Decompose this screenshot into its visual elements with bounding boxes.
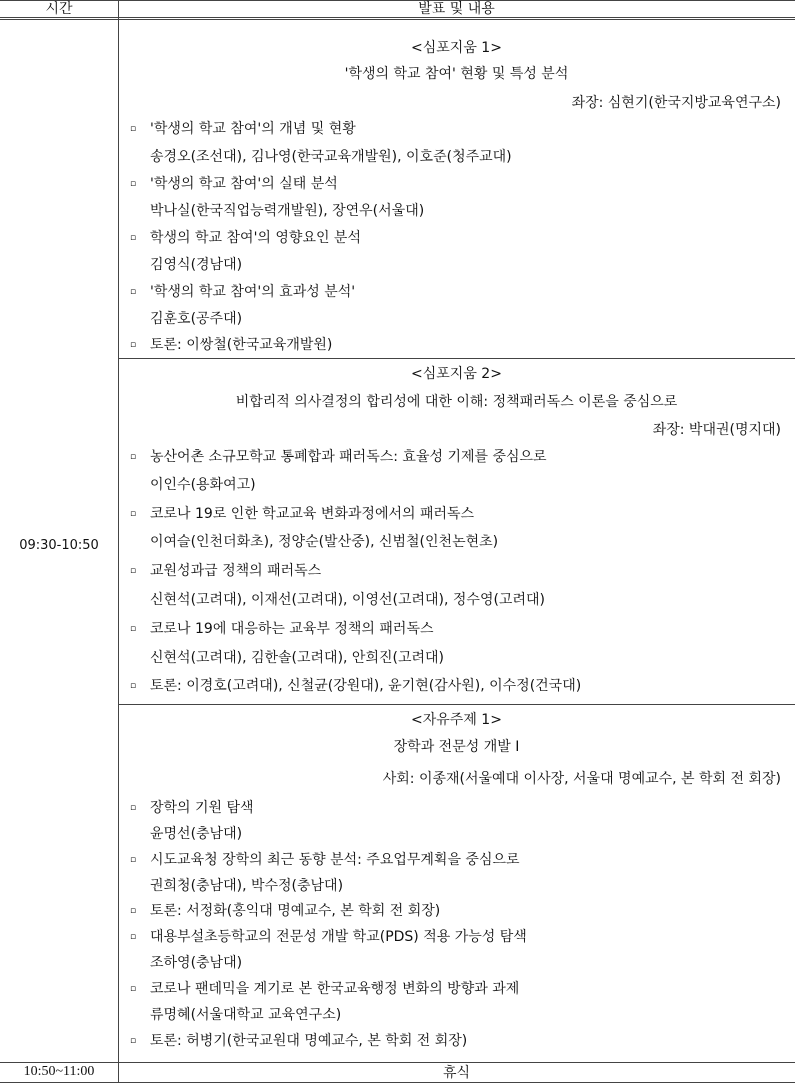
sym2-item4-title: ▫ 코로나 19에 대응하는 교육부 정책의 패러독스 — [130, 621, 434, 637]
square-bullet-icon: ▫ — [130, 624, 137, 634]
time-main: 09:30-10:50 — [19, 538, 99, 553]
sym2-item1-title: ▫ 농산어촌 소규모학교 통폐합과 패러독스: 효율성 기제를 중심으로 — [130, 449, 547, 465]
time-break: 10:50~11:00 — [23, 1064, 95, 1079]
sym1-discussion: ▫ 토론: 이쌍철(한국교육개발원) — [130, 337, 333, 353]
sym2-item4-authors: 신현석(고려대), 김한솔(고려대), 안희진(고려대) — [150, 650, 445, 666]
free1-item3-authors: 조하영(충남대) — [150, 955, 243, 971]
sym1-item4-title: ▫ '학생의 학교 참여'의 효과성 분석' — [130, 284, 356, 300]
sym1-title: '학생의 학교 참여' 현황 및 특성 분석 — [344, 66, 569, 82]
free1-item1-authors: 윤명선(충남대) — [150, 826, 243, 842]
square-bullet-icon: ▫ — [130, 452, 137, 462]
square-bullet-icon: ▫ — [130, 233, 137, 243]
sym1-item3-title: ▫ 학생의 학교 참여'의 영향요인 분석 — [130, 230, 361, 246]
square-bullet-icon: ▫ — [130, 984, 137, 994]
square-bullet-icon: ▫ — [130, 124, 137, 134]
sym1-chair: 좌장: 심현기(한국지방교육연구소) — [571, 95, 781, 111]
row-divider-sym2 — [118, 704, 795, 705]
header-time: 시간 — [45, 1, 73, 17]
square-bullet-icon: ▫ — [130, 681, 137, 691]
free1-moderator: 사회: 이종재(서울예대 이사장, 서울대 명예교수, 본 학회 전 회장) — [382, 771, 781, 787]
square-bullet-icon: ▫ — [130, 509, 137, 519]
square-bullet-icon: ▫ — [130, 179, 137, 189]
free1-label: <자유주제 1> — [411, 712, 502, 728]
sym2-item3-title: ▫ 교원성과급 정책의 패러독스 — [130, 563, 322, 579]
free1-item4-authors: 류명혜(서울대학교 교육연구소) — [150, 1007, 342, 1023]
sym2-chair: 좌장: 박대권(명지대) — [652, 422, 781, 438]
square-bullet-icon: ▫ — [130, 287, 137, 297]
free1-item4-title: ▫ 코로나 팬데믹을 계기로 본 한국교육행정 변화의 방향과 과제 — [130, 981, 520, 997]
free1-discussion1: ▫ 토론: 서정화(홍익대 명예교수, 본 학회 전 회장) — [130, 903, 441, 919]
sym2-discussion: ▫ 토론: 이경호(고려대), 신철균(강원대), 윤기현(감사원), 이수정(건국대) — [130, 678, 582, 694]
square-bullet-icon: ▫ — [130, 855, 137, 865]
square-bullet-icon: ▫ — [130, 906, 137, 916]
sym2-title: 비합리적 의사결정의 합리성에 대한 이해: 정책패러독스 이론을 중심으로 — [235, 394, 678, 410]
free1-item2-title: ▫ 시도교육청 장학의 최근 동향 분석: 주요업무계획을 중심으로 — [130, 852, 520, 868]
break-label: 휴식 — [442, 1065, 471, 1081]
free1-discussion2: ▫ 토론: 허병기(한국교원대 명예교수, 본 학회 전 회장) — [130, 1033, 468, 1049]
sym2-label: <심포지움 2> — [411, 366, 502, 382]
column-divider — [118, 0, 119, 1083]
row-divider-sym1 — [118, 358, 795, 359]
free1-item3-title: ▫ 대용부설초등학교의 전문성 개발 학교(PDS) 적용 가능성 탐색 — [130, 929, 527, 945]
sym2-item1-authors: 이인수(용화여고) — [150, 477, 256, 493]
free1-title: 장학과 전문성 개발 I — [393, 739, 520, 755]
square-bullet-icon: ▫ — [130, 340, 137, 350]
sym1-item1-authors: 송경오(조선대), 김나영(한국교육개발원), 이호준(청주교대) — [150, 149, 512, 165]
sym2-item2-authors: 이여슬(인천더화초), 정양순(발산중), 신범철(인천논현초) — [150, 534, 499, 550]
sym1-item3-authors: 김영식(경남대) — [150, 257, 243, 273]
square-bullet-icon: ▫ — [130, 566, 137, 576]
free1-item1-title: ▫ 장학의 기원 탐색 — [130, 800, 254, 816]
sym1-item4-authors: 김훈호(공주대) — [150, 311, 243, 327]
square-bullet-icon: ▫ — [130, 932, 137, 942]
sym1-item2-title: ▫ '학생의 학교 참여'의 실태 분석 — [130, 176, 338, 192]
square-bullet-icon: ▫ — [130, 1036, 137, 1046]
free1-item2-authors: 권희청(충남대), 박수정(충남대) — [150, 878, 344, 894]
sym2-item3-authors: 신현석(고려대), 이재선(고려대), 이영선(고려대), 정수영(고려대) — [150, 592, 545, 608]
square-bullet-icon: ▫ — [130, 803, 137, 813]
sym1-item2-authors: 박나실(한국직업능력개발원), 장연우(서울대) — [150, 203, 425, 219]
header-content: 발표 및 내용 — [418, 1, 495, 17]
sym1-item1-title: ▫ '학생의 학교 참여'의 개념 및 현황 — [130, 121, 356, 137]
sym1-label: <심포지움 1> — [411, 40, 502, 56]
sym2-item2-title: ▫ 코로나 19로 인한 학교교육 변화과정에서의 패러독스 — [130, 506, 475, 522]
